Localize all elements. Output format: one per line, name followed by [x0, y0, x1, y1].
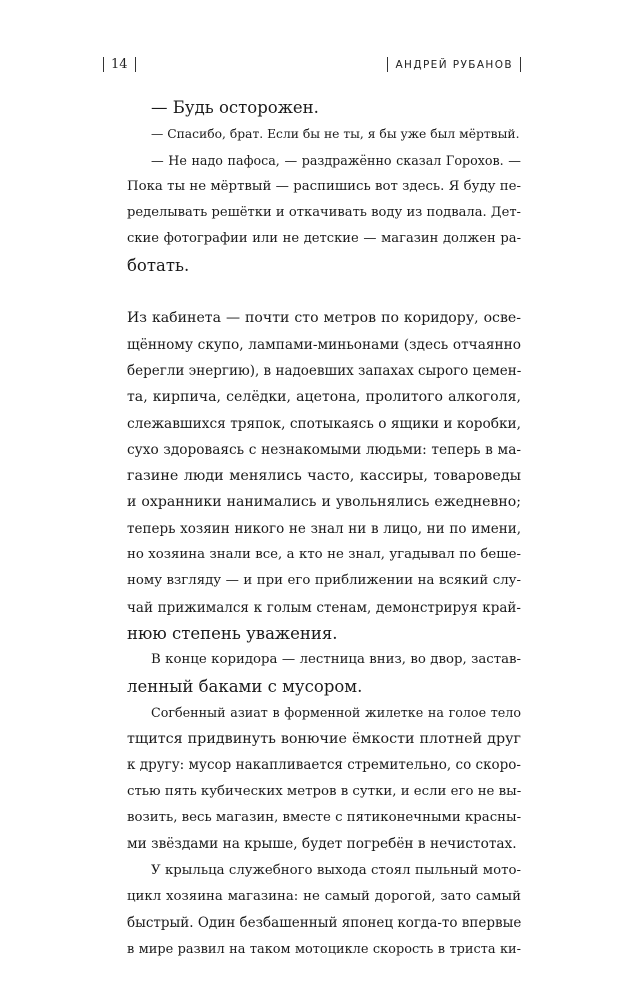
text-line: чай прижимался к голым стенам, демонстрируя край- [127, 599, 521, 616]
author-name: АНДРЕЙ РУБАНОВ [395, 58, 513, 71]
text-line: — Спасибо, брат. Если бы не ты, я бы уже был мёртвый. [151, 127, 520, 142]
text-line: Согбенный азиат в форменной жилетке на голое тело [151, 704, 521, 720]
text-line: Пока ты не мёртвый — распишись вот здесь. Я буду пе- [127, 178, 521, 194]
paragraph [103, 647, 521, 700]
text-line: В конце коридора — лестница вниз, во двор, застав- [151, 652, 521, 668]
text-line: ми звёздами на крыше, будет погребён в нечистотах. [127, 836, 517, 853]
text-line: быстрый. Один безбашенный японец когда-то впервые [127, 915, 522, 932]
text-line: ботать. [127, 255, 190, 275]
page-number: 14 [111, 57, 128, 72]
text-line: тщится придвинуть вонючие ёмкости плотней друг [127, 731, 521, 748]
paragraph [103, 305, 521, 647]
divider [387, 57, 388, 72]
text-line: сухо здороваясь с незнакомыми людьми: теперь в ма- [127, 441, 521, 458]
text-line: слежавшихся тряпок, спотыкаясь о ящики и коробки, [127, 415, 521, 432]
text-line: стью пять кубических метров в сутки, и если его не вы- [127, 783, 522, 799]
text-line: У крыльца служебного выхода стоял пыльный мото- [151, 862, 521, 878]
text-line: но хозяина знали все, а кто не знал, угадывал по беше- [127, 547, 521, 563]
text-line: ленный баками с мусором. [127, 676, 363, 696]
text-line: нюю степень уважения. [127, 623, 338, 643]
page-number-group [103, 57, 136, 72]
divider [135, 57, 136, 72]
text-line: ские фотографии или не детские — магазин должен ра- [127, 231, 521, 247]
running-head [103, 57, 521, 79]
text-line: к другу: мусор накапливается стремительно, со скоро- [127, 757, 521, 774]
text-line: возить, весь магазин, вместе с пятиконечными красны- [127, 810, 522, 826]
paragraph [103, 700, 521, 858]
paragraph [103, 95, 521, 121]
text-line: теперь хозяин никого не знал ни в лицо, ни по имени, [127, 520, 521, 537]
divider [520, 57, 521, 72]
paragraph [103, 858, 521, 963]
text-line: Из кабинета — почти сто метров по коридору, осве- [127, 310, 521, 327]
text-line: газине люди менялись часто, кассиры, товароведы [127, 468, 521, 485]
divider [103, 57, 104, 72]
text-line: ному взгляду — и при его приближении на всякий слу- [127, 573, 521, 589]
text-line: щённому скупо, лампами-миньонами (здесь отчаянно [127, 336, 521, 353]
text-line: — Будь осторожен. [151, 98, 319, 117]
text-line: — Не надо пафоса, — раздражённо сказал Горохов. — [151, 152, 521, 168]
author-group [387, 57, 521, 72]
text-line: берегли энергию), в надоевших запахах сырого цемен- [127, 362, 522, 379]
body-text [103, 95, 521, 963]
paragraph [103, 148, 521, 279]
text-line: та, кирпича, селёдки, ацетона, пролитого алкоголя, [127, 389, 521, 406]
text-line: и охранники нанимались и увольнялись ежедневно; [127, 494, 521, 511]
text-line: цикл хозяина магазина: не самый дорогой, зато самый [127, 888, 521, 904]
text-line: ределывать решётки и откачивать воду из подвала. Дет- [127, 205, 521, 221]
paragraph [103, 121, 521, 147]
text-line: в мире развил на таком мотоцикле скорость в триста ки- [127, 941, 521, 957]
